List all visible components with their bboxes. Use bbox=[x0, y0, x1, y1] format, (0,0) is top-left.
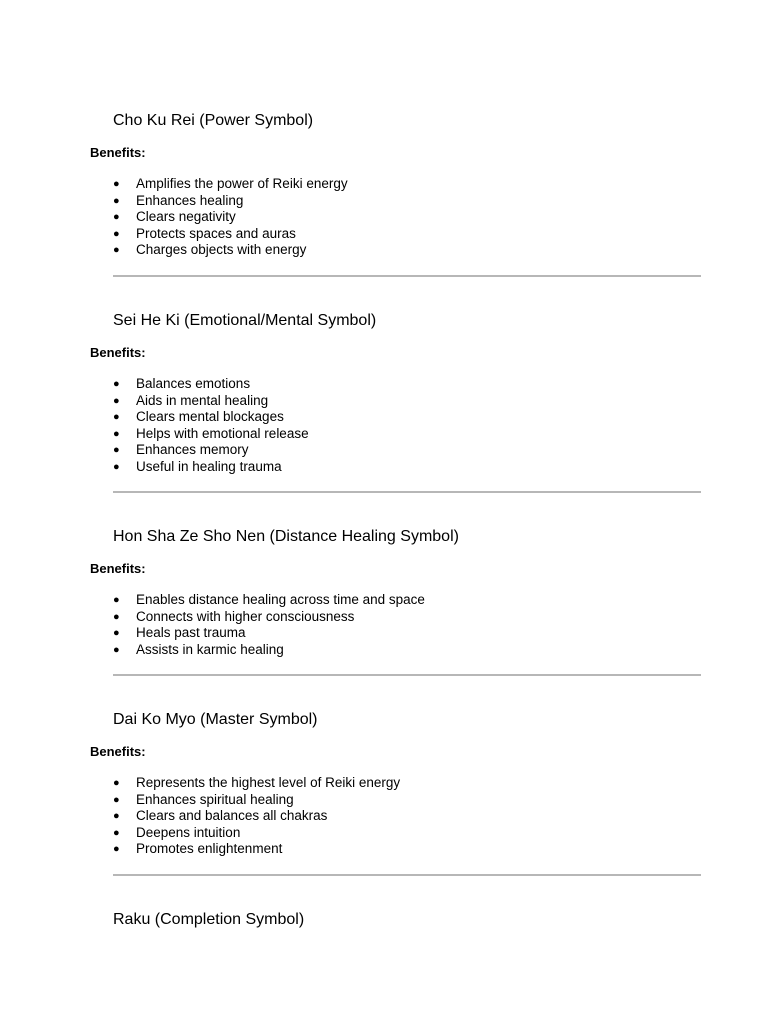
bullet-icon: ● bbox=[113, 460, 120, 473]
bullet-icon: ● bbox=[113, 444, 120, 456]
benefits-label: Benefits: bbox=[90, 561, 146, 576]
section-title: Raku (Completion Symbol) bbox=[113, 911, 305, 928]
bullet-icon: ● bbox=[113, 627, 120, 639]
bullet-icon: ● bbox=[113, 810, 120, 822]
section-divider bbox=[113, 491, 701, 493]
section-title: Sei He Ki (Emotional/Mental Symbol) bbox=[113, 312, 377, 329]
benefits-label: Benefits: bbox=[90, 744, 146, 759]
list-item: ● Connects with higher consciousness bbox=[113, 608, 355, 624]
list-item: ● Clears and balances all chakras bbox=[113, 808, 328, 823]
bullet-icon: ● bbox=[113, 244, 120, 256]
bullet-icon: ● bbox=[113, 378, 120, 390]
list-item: ● Helps with emotional release bbox=[113, 425, 309, 441]
section-divider bbox=[113, 275, 701, 277]
list-item: ● Assists in karmic healing bbox=[113, 641, 284, 657]
benefits-list bbox=[113, 376, 309, 475]
list-item: ● Useful in healing trauma bbox=[113, 458, 282, 474]
bullet-icon: ● bbox=[113, 394, 120, 407]
list-item: ● Represents the highest level of Reiki energy bbox=[113, 775, 401, 790]
section-divider bbox=[113, 874, 701, 876]
benefits-list bbox=[113, 775, 400, 858]
list-item: ● Aids in mental healing bbox=[113, 392, 269, 408]
list-item: ● Enhances healing bbox=[113, 192, 244, 208]
section-title: Dai Ko Myo (Master Symbol) bbox=[113, 711, 318, 728]
bullet-icon: ● bbox=[113, 178, 120, 190]
section-title: Cho Ku Rei (Power Symbol) bbox=[113, 112, 314, 129]
list-item: ● Enhances memory bbox=[113, 442, 249, 457]
list-item: ● Promotes enlightenment bbox=[113, 841, 283, 856]
bullet-icon: ● bbox=[113, 610, 120, 623]
bullet-icon: ● bbox=[113, 826, 120, 839]
benefits-label: Benefits: bbox=[90, 345, 146, 360]
bullet-icon: ● bbox=[113, 427, 120, 440]
bullet-icon: ● bbox=[113, 411, 120, 423]
benefits-list bbox=[113, 592, 425, 658]
list-item: ● Charges objects with energy bbox=[113, 242, 307, 257]
bullet-icon: ● bbox=[113, 777, 120, 789]
list-item: ● Heals past trauma bbox=[113, 625, 246, 640]
list-item: ● Clears mental blockages bbox=[113, 409, 284, 424]
bullet-icon: ● bbox=[113, 793, 120, 806]
list-item: ● Enhances spiritual healing bbox=[113, 791, 294, 807]
benefits-label: Benefits: bbox=[90, 145, 146, 160]
section-title: Hon Sha Ze Sho Nen (Distance Healing Symbol) bbox=[113, 528, 459, 545]
bullet-icon: ● bbox=[113, 594, 120, 606]
list-item: ● Enables distance healing across time and space bbox=[113, 592, 425, 607]
bullet-icon: ● bbox=[113, 194, 120, 207]
list-item: ● Balances emotions bbox=[113, 376, 251, 391]
bullet-icon: ● bbox=[113, 211, 120, 223]
bullet-icon: ● bbox=[113, 227, 120, 240]
bullet-icon: ● bbox=[113, 843, 120, 855]
bullet-icon: ● bbox=[113, 643, 120, 656]
list-item: ● Deepens intuition bbox=[113, 824, 241, 840]
section-divider bbox=[113, 674, 701, 676]
list-item: ● Clears negativity bbox=[113, 209, 236, 224]
benefits-list bbox=[113, 176, 348, 259]
list-item: ● Protects spaces and auras bbox=[113, 225, 296, 241]
list-item: ● Amplifies the power of Reiki energy bbox=[113, 176, 348, 191]
